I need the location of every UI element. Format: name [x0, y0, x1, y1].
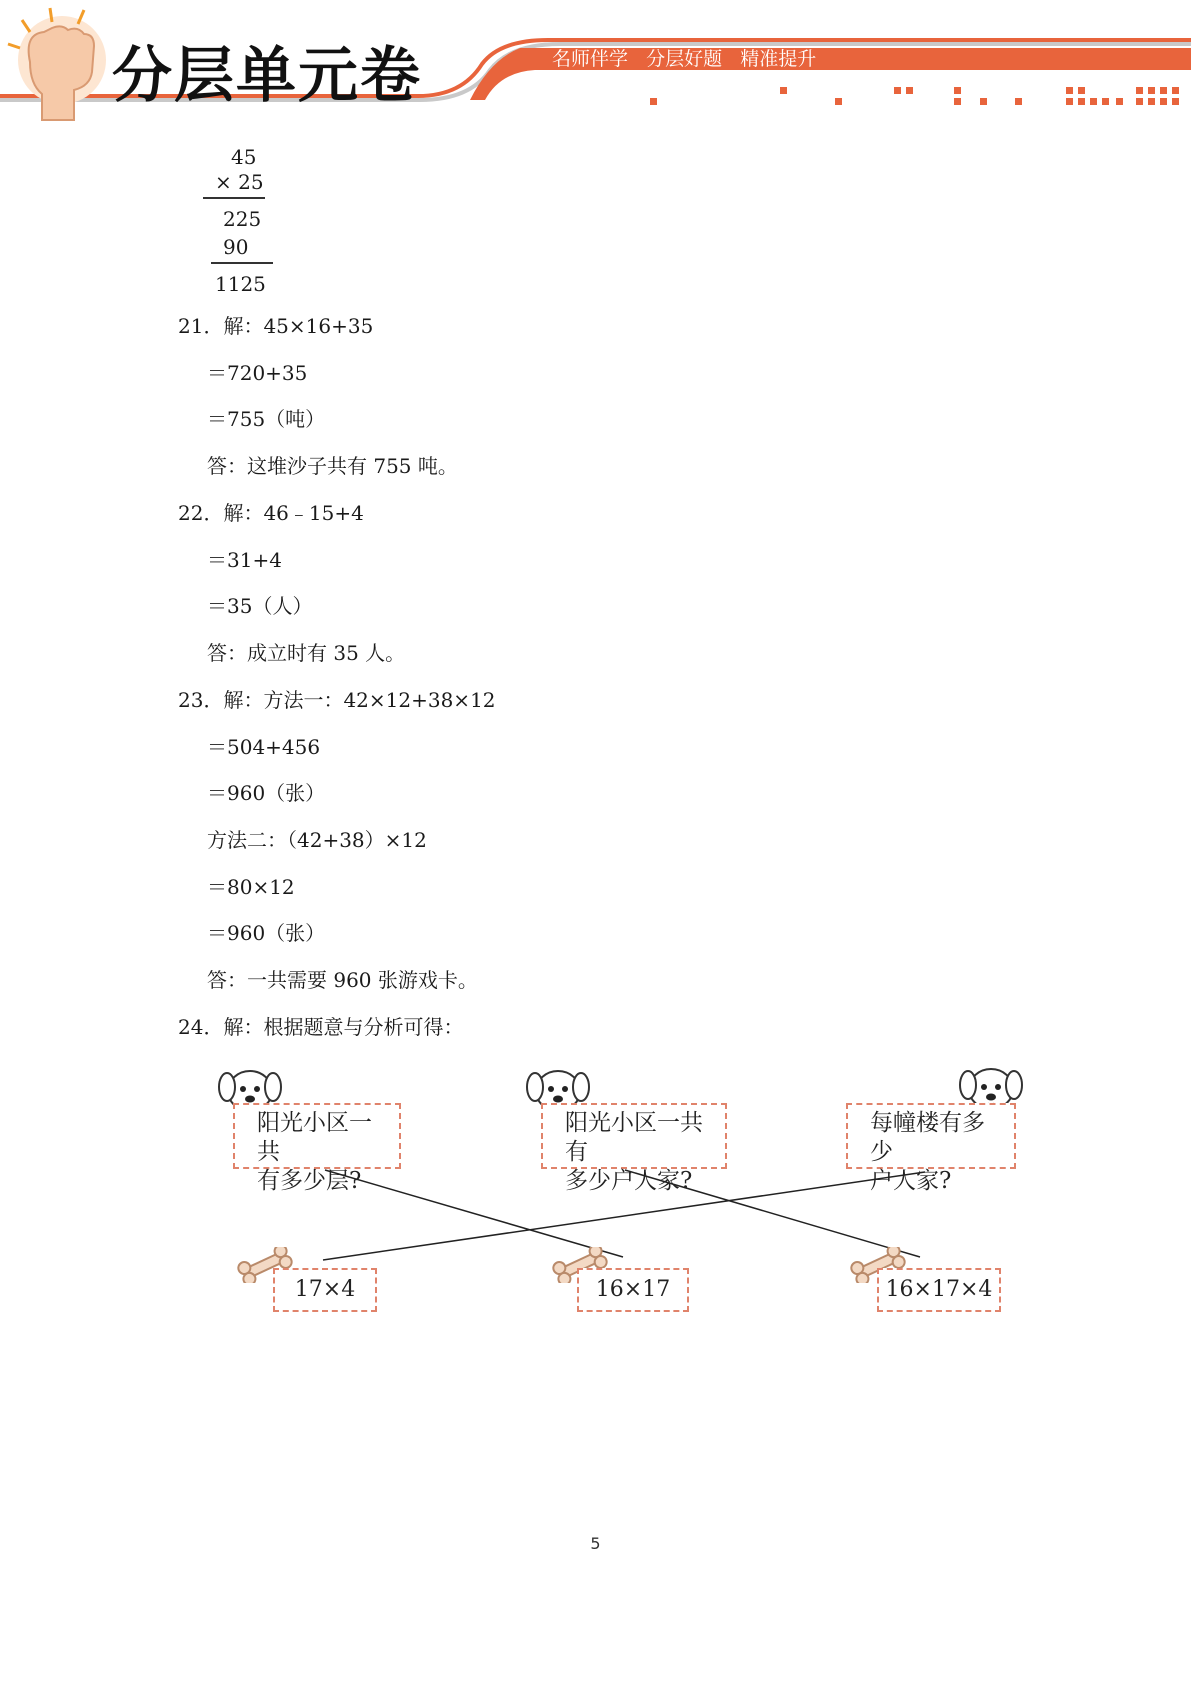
question-text-line1: 阳光小区一共有	[565, 1110, 703, 1165]
question-box-households	[541, 1103, 727, 1194]
q21-line-1: 21．解：45×16+35	[178, 314, 374, 338]
calc-result: 1125	[215, 272, 266, 296]
fist-logo	[8, 8, 106, 120]
answer-box: 16×17×4	[877, 1268, 1001, 1312]
q22-answer: 答：成立时有 35 人。	[207, 641, 406, 665]
q21-answer: 答：这堆沙子共有 755 吨。	[207, 454, 458, 478]
question-text-line2: 多少户人家?	[565, 1168, 693, 1194]
q23-line-4: 方法二：（42+38）×12	[207, 828, 427, 852]
calc-multiplicand: 45	[231, 145, 257, 169]
q22-line-2: ＝31+4	[207, 548, 282, 572]
calc-partial-1: 225	[223, 207, 262, 231]
decorative-squares	[650, 87, 1179, 105]
calc-rule-1	[203, 197, 265, 199]
question-box-floors	[233, 1103, 401, 1194]
q22-line-1: 22．解：46﹣15+4	[178, 501, 364, 525]
question-text-line2: 户人家?	[870, 1168, 952, 1194]
q21-line-2: ＝720+35	[207, 361, 308, 385]
q21-line-3: ＝755（吨）	[207, 407, 326, 431]
q23-line-3: ＝960（张）	[207, 781, 326, 805]
calc-partial-2: 90	[223, 235, 249, 259]
q23-line-1: 23．解：方法一：42×12+38×12	[178, 688, 496, 712]
brand-title: 分层单元卷	[112, 41, 422, 111]
question-box-per-building	[846, 1103, 1016, 1194]
q23-line-2: ＝504+456	[207, 735, 321, 759]
page-number: 5	[590, 1534, 601, 1553]
q23-answer: 答：一共需要 960 张游戏卡。	[207, 968, 478, 992]
matching-diagram	[205, 1055, 1045, 1325]
q23-line-6: ＝960（张）	[207, 921, 326, 945]
q23-line-5: ＝80×12	[207, 875, 295, 899]
calc-rule-2	[211, 262, 273, 264]
question-text-line2: 有多少层?	[257, 1168, 362, 1194]
header-slogan: 名师伴学 分层好题 精准提升	[552, 48, 817, 70]
answer-box: 17×4	[273, 1268, 377, 1312]
q22-line-3: ＝35（人）	[207, 594, 313, 618]
calc-multiplier: × 25	[215, 170, 264, 194]
q24-line-1: 24．解：根据题意与分析可得：	[178, 1015, 464, 1039]
answer-box: 16×17	[577, 1268, 689, 1312]
question-text-line1: 阳光小区一共	[257, 1110, 372, 1165]
question-text-line1: 每幢楼有多少	[870, 1110, 985, 1165]
page-header	[0, 0, 1191, 130]
